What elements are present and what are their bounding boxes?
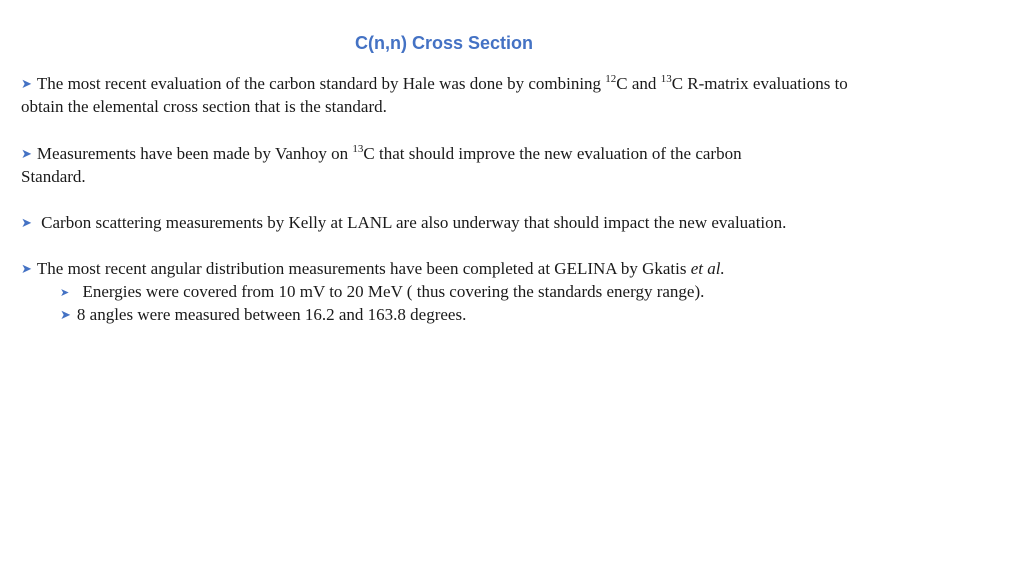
arrow-bullet-icon: ➤	[21, 215, 32, 230]
superscript: 13	[660, 73, 672, 85]
arrow-bullet-icon: ➤	[21, 261, 32, 276]
arrow-bullet-icon: ➤	[21, 76, 32, 91]
bullet-text: C R-matrix evaluations to	[671, 74, 848, 93]
sub-bullet-angles	[60, 303, 960, 326]
bullet-text: C that should improve the new evaluation of the carbon	[363, 144, 742, 163]
bullet-text: Measurements have been made by Vanhoy on	[36, 144, 353, 163]
superscript: 12	[605, 73, 617, 85]
bullet-text-italic: et al.	[690, 259, 725, 278]
bullet-text: The most recent angular distribution measurements have been completed at GELINA by Gkatis	[36, 259, 691, 278]
bullet-text: Carbon scattering measurements by Kelly at LANL are also underway that should impact the new evaluation.	[36, 213, 787, 232]
bullet-text: The most recent evaluation of the carbon standard by Hale was done by combining	[36, 74, 606, 93]
arrow-bullet-icon: ➤	[60, 287, 70, 299]
bullet-kelly	[21, 211, 981, 234]
arrow-bullet-icon: ➤	[60, 307, 71, 322]
bullet-gelina	[21, 257, 981, 280]
slide-title: C(n,n) Cross Section	[354, 33, 533, 53]
bullet-vanhoy	[21, 142, 981, 188]
bullet-text-line2: obtain the elemental cross section that is the standard.	[21, 97, 387, 116]
superscript: 13	[352, 143, 364, 155]
arrow-bullet-icon: ➤	[21, 146, 32, 161]
bullet-text: C and	[616, 74, 661, 93]
sub-bullet-text: Energies were covered from 10 mV to 20 MeV ( thus covering the standards energy range).	[78, 282, 705, 301]
bullet-hale	[21, 72, 981, 118]
sub-bullet-energies	[60, 280, 960, 305]
sub-bullet-text: 8 angles were measured between 16.2 and 163.8 degrees.	[76, 305, 467, 324]
bullet-text-line2: Standard.	[21, 167, 86, 186]
